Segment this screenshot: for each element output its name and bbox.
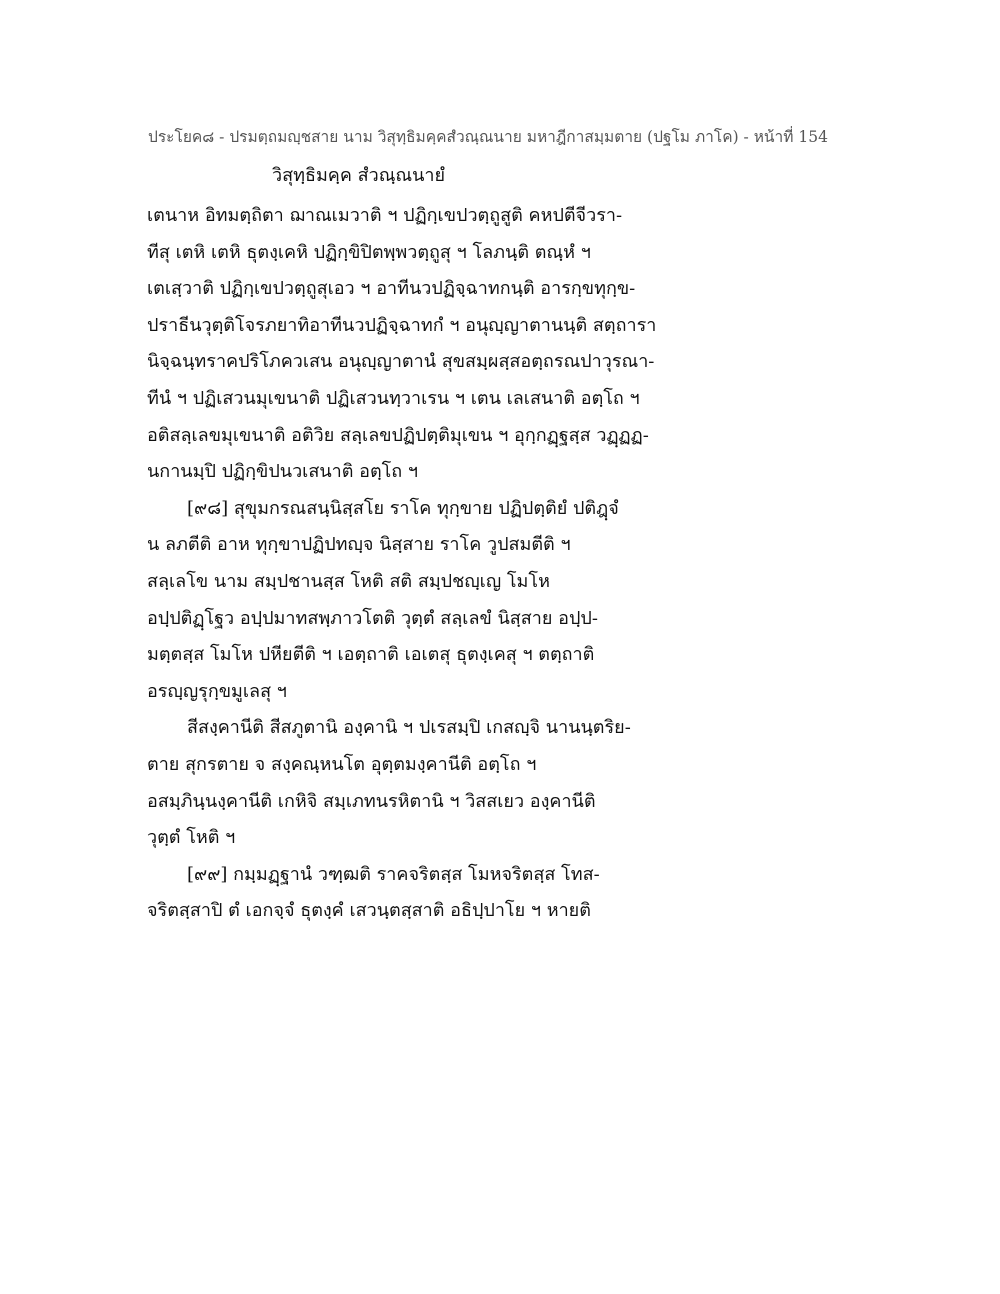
text-line: ทีนํ ฯ ปฏิเสวนมุเขนาติ ปฏิเสวนทฺวาเรน ฯ เตน เลเสนาติ อตฺโถ ฯ	[147, 387, 640, 409]
text-line: ทีสุ เตหิ เตหิ ธุตงฺเคหิ ปฏิกฺขิปิตพฺพวตฺถูสุ ฯ โลภนฺติ ตณฺหํ ฯ	[147, 241, 591, 263]
text-line: น ลภตีติ อาห ทุกฺขาปฏิปทญฺจ นิสฺสาย ราโค วูปสมตีติ ฯ	[147, 534, 571, 556]
text-line: อปฺปติฏฺโฐว อปฺปมาทสพฺภาวโตติ วุตฺตํ สลฺเลขํ นิสฺสาย อปฺป-	[147, 607, 598, 629]
text-line: [๙๘] สุขุมกรณสนฺนิสฺสโย ราโค ทุกฺขาย ปฏิปตฺติยํ ปติฎฺจํ	[187, 497, 619, 519]
text-line: สลฺเลโข นาม สมฺปชานสฺส โหติ สติ สมฺปชญฺเญ โมโห	[147, 570, 550, 592]
text-line: สีสงฺคานีติ สีสภูตานิ องฺคานิ ฯ ปเรสมฺปิ เกสญฺจิ นานนฺตริย-	[187, 717, 631, 739]
book-title: วิสุทฺธิมคฺค สํวณฺณนายํ	[272, 165, 446, 186]
body-text	[147, 198, 707, 930]
text-line: มตฺตสฺส โมโห ปหียตีติ ฯ เอตฺถาติ เอเตสุ ธุตงฺเคสุ ฯ ตตฺถาติ	[147, 644, 595, 666]
text-line: นกานมฺปิ ปฏิกฺขิปนวเสนาติ อตฺโถ ฯ	[147, 461, 419, 483]
text-line: อสมฺภินฺนงฺคานีติ เกหิจิ สมฺเภทนรหิตานิ ฯ วิสสเยว องฺคานีติ	[147, 790, 596, 812]
text-line: เตนาห อิทมตฺถิตา ฌาณเมวาติ ฯ ปฏิกฺเขปวตฺถูสูติ คหปตีจีวรา-	[147, 205, 623, 226]
text-line: [๙๙] กมฺมฏฺฐานํ วฑฺฒติ ราคจริตสฺส โมหจริตสฺส โทส-	[187, 863, 600, 885]
text-line: ตาย สุกรตาย จ สงฺคณฺหนโต อุตฺตมงฺคานีติ อตฺโถ ฯ	[147, 753, 537, 775]
text-line: นิจฺฉนฺทราคปริโภควเสน อนุญฺญาตานํ สุขสมฺผสฺสอตฺถรณปาวุรณา-	[147, 351, 655, 373]
text-line: อรญฺญรุกฺขมูเลสุ ฯ	[147, 680, 287, 702]
text-line: ปราธีนวุตฺติโจรภยาทิอาทีนวปฏิจฺฉาทกํ ฯ อนุญฺญาตานนฺติ สตฺถารา	[147, 314, 657, 336]
text-line: เตเสฺวาติ ปฏิกฺเขปวตฺถูสุเอว ฯ อาทีนวปฏิจฺฉาทกนฺติ อารกฺขทุกฺข-	[147, 278, 636, 300]
text-line: วุตฺตํ โหติ ฯ	[147, 827, 236, 849]
text-line: อติสลฺเลขมุเขนาติ อติวิย สลฺเลขปฏิปตฺติมุเขน ฯ อุกฺกฏฺฐสฺส วฏฺฏฏ-	[147, 424, 649, 446]
running-header: ประโยค๘ - ปรมตฺถมญฺชสาย นาม วิสุทฺธิมคฺคสํวณฺณนาย มหาฎีกาสมฺมตาย (ปฐโม ภาโค) - หน้าที่ 154	[148, 128, 828, 146]
text-line: จริตสฺสาปิ ตํ เอกจฺจํ ธุตงฺคํ เสวนฺตสฺสาติ อธิปฺปาโย ฯ หายติ	[147, 900, 591, 922]
